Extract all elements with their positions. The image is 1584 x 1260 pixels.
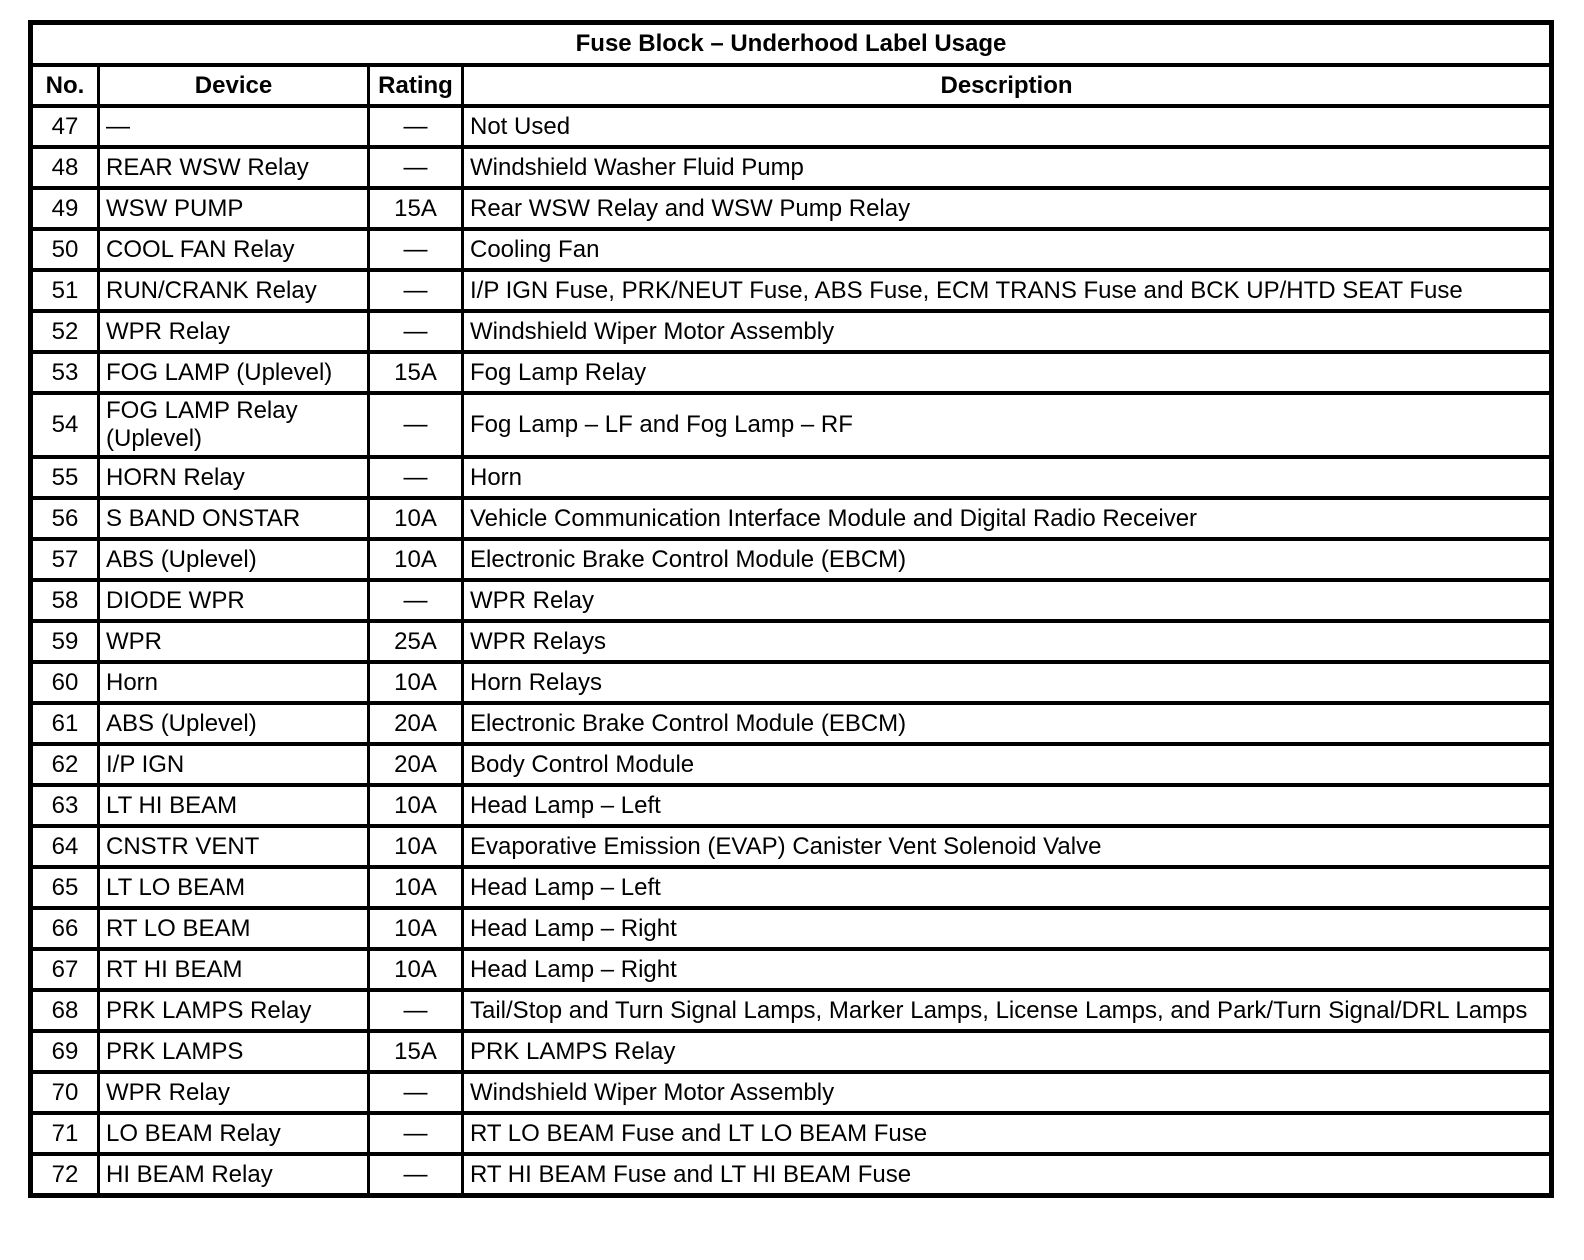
fuse-description: Vehicle Communication Interface Module and Digital Radio Receiver [463,498,1552,539]
fuse-device: HORN Relay [99,457,369,498]
fuse-device: RUN/CRANK Relay [99,270,369,311]
fuse-no: 63 [31,785,99,826]
fuse-no: 61 [31,703,99,744]
fuse-rating: 15A [369,1031,463,1072]
fuse-no: 71 [31,1113,99,1154]
fuse-description: WPR Relay [463,580,1552,621]
fuse-block-table [28,20,1554,1198]
table-row-67 [31,949,1552,990]
fuse-no: 68 [31,990,99,1031]
table-body [31,106,1552,1196]
fuse-device: CNSTR VENT [99,826,369,867]
fuse-no: 52 [31,311,99,352]
fuse-no: 51 [31,270,99,311]
table-row-69 [31,1031,1552,1072]
fuse-description: Body Control Module [463,744,1552,785]
fuse-no: 59 [31,621,99,662]
fuse-rating: 10A [369,498,463,539]
fuse-description: Windshield Wiper Motor Assembly [463,1072,1552,1113]
fuse-description: Not Used [463,106,1552,147]
fuse-no: 50 [31,229,99,270]
table-row-57 [31,539,1552,580]
fuse-no: 49 [31,188,99,229]
fuse-device: FOG LAMP (Uplevel) [99,352,369,393]
fuse-no: 56 [31,498,99,539]
fuse-rating: — [369,270,463,311]
column-header-description: Description [463,65,1552,106]
fuse-description: Tail/Stop and Turn Signal Lamps, Marker Lamps, License Lamps, and Park/Turn Signal/DRL Lamps [463,990,1552,1031]
fuse-device: FOG LAMP Relay (Uplevel) [99,393,369,457]
fuse-description: Horn [463,457,1552,498]
fuse-no: 60 [31,662,99,703]
fuse-rating: — [369,457,463,498]
fuse-device: ABS (Uplevel) [99,539,369,580]
fuse-no: 53 [31,352,99,393]
table-row-56 [31,498,1552,539]
table-row-48 [31,147,1552,188]
fuse-description: Head Lamp – Left [463,785,1552,826]
fuse-no: 70 [31,1072,99,1113]
fuse-description: Windshield Washer Fluid Pump [463,147,1552,188]
table-row-59 [31,621,1552,662]
table-row-64 [31,826,1552,867]
fuse-rating: 15A [369,352,463,393]
fuse-device: DIODE WPR [99,580,369,621]
table-title: Fuse Block – Underhood Label Usage [31,23,1552,66]
fuse-no: 54 [31,393,99,457]
fuse-rating: — [369,990,463,1031]
fuse-no: 55 [31,457,99,498]
fuse-no: 58 [31,580,99,621]
fuse-description: I/P IGN Fuse, PRK/NEUT Fuse, ABS Fuse, ECM TRANS Fuse and BCK UP/HTD SEAT Fuse [463,270,1552,311]
fuse-description: Fog Lamp Relay [463,352,1552,393]
fuse-no: 47 [31,106,99,147]
title-row [31,23,1552,66]
fuse-device: I/P IGN [99,744,369,785]
table-row-68 [31,990,1552,1031]
table-row-55 [31,457,1552,498]
fuse-device: ABS (Uplevel) [99,703,369,744]
fuse-rating: 25A [369,621,463,662]
table-row-52 [31,311,1552,352]
table-row-66 [31,908,1552,949]
fuse-rating: — [369,393,463,457]
fuse-rating: — [369,1154,463,1196]
fuse-device: WPR Relay [99,1072,369,1113]
fuse-rating: 10A [369,826,463,867]
fuse-rating: — [369,1072,463,1113]
fuse-description: Electronic Brake Control Module (EBCM) [463,539,1552,580]
table-row-58 [31,580,1552,621]
fuse-description: WPR Relays [463,621,1552,662]
column-header-rating: Rating [369,65,463,106]
fuse-description: Windshield Wiper Motor Assembly [463,311,1552,352]
fuse-description: Evaporative Emission (EVAP) Canister Vent Solenoid Valve [463,826,1552,867]
table-row-65 [31,867,1552,908]
fuse-rating: 10A [369,785,463,826]
fuse-device: PRK LAMPS Relay [99,990,369,1031]
column-header-no: No. [31,65,99,106]
column-header-device: Device [99,65,369,106]
fuse-no: 72 [31,1154,99,1196]
fuse-description: Head Lamp – Right [463,908,1552,949]
table-row-61 [31,703,1552,744]
column-header-row [31,65,1552,106]
fuse-device: RT HI BEAM [99,949,369,990]
fuse-rating: — [369,580,463,621]
table-row-54 [31,393,1552,457]
fuse-description: RT LO BEAM Fuse and LT LO BEAM Fuse [463,1113,1552,1154]
fuse-description: Fog Lamp – LF and Fog Lamp – RF [463,393,1552,457]
fuse-rating: 10A [369,949,463,990]
fuse-device: — [99,106,369,147]
fuse-device: COOL FAN Relay [99,229,369,270]
fuse-rating: — [369,311,463,352]
table-row-62 [31,744,1552,785]
fuse-device: PRK LAMPS [99,1031,369,1072]
fuse-no: 65 [31,867,99,908]
table-row-72 [31,1154,1552,1196]
fuse-rating: — [369,106,463,147]
fuse-rating: 20A [369,744,463,785]
table-row-50 [31,229,1552,270]
table-row-49 [31,188,1552,229]
fuse-device: HI BEAM Relay [99,1154,369,1196]
fuse-device: WPR [99,621,369,662]
fuse-rating: 10A [369,662,463,703]
fuse-no: 57 [31,539,99,580]
fuse-rating: 10A [369,908,463,949]
fuse-description: PRK LAMPS Relay [463,1031,1552,1072]
fuse-no: 69 [31,1031,99,1072]
fuse-no: 66 [31,908,99,949]
fuse-rating: — [369,229,463,270]
table-row-71 [31,1113,1552,1154]
fuse-no: 64 [31,826,99,867]
fuse-description: Cooling Fan [463,229,1552,270]
fuse-device: S BAND ONSTAR [99,498,369,539]
fuse-device: LO BEAM Relay [99,1113,369,1154]
fuse-no: 62 [31,744,99,785]
fuse-description: RT HI BEAM Fuse and LT HI BEAM Fuse [463,1154,1552,1196]
fuse-rating: 10A [369,539,463,580]
fuse-no: 48 [31,147,99,188]
fuse-device: LT LO BEAM [99,867,369,908]
fuse-rating: — [369,1113,463,1154]
table-row-63 [31,785,1552,826]
fuse-rating: 15A [369,188,463,229]
fuse-device: RT LO BEAM [99,908,369,949]
fuse-device: Horn [99,662,369,703]
fuse-device: WSW PUMP [99,188,369,229]
table-row-47 [31,106,1552,147]
fuse-description: Head Lamp – Right [463,949,1552,990]
table-row-60 [31,662,1552,703]
fuse-device: LT HI BEAM [99,785,369,826]
table-row-53 [31,352,1552,393]
fuse-description: Head Lamp – Left [463,867,1552,908]
table-row-70 [31,1072,1552,1113]
fuse-rating: 10A [369,867,463,908]
fuse-rating: 20A [369,703,463,744]
fuse-description: Horn Relays [463,662,1552,703]
fuse-rating: — [369,147,463,188]
table-row-51 [31,270,1552,311]
fuse-description: Rear WSW Relay and WSW Pump Relay [463,188,1552,229]
fuse-device: WPR Relay [99,311,369,352]
fuse-no: 67 [31,949,99,990]
fuse-description: Electronic Brake Control Module (EBCM) [463,703,1552,744]
fuse-device: REAR WSW Relay [99,147,369,188]
